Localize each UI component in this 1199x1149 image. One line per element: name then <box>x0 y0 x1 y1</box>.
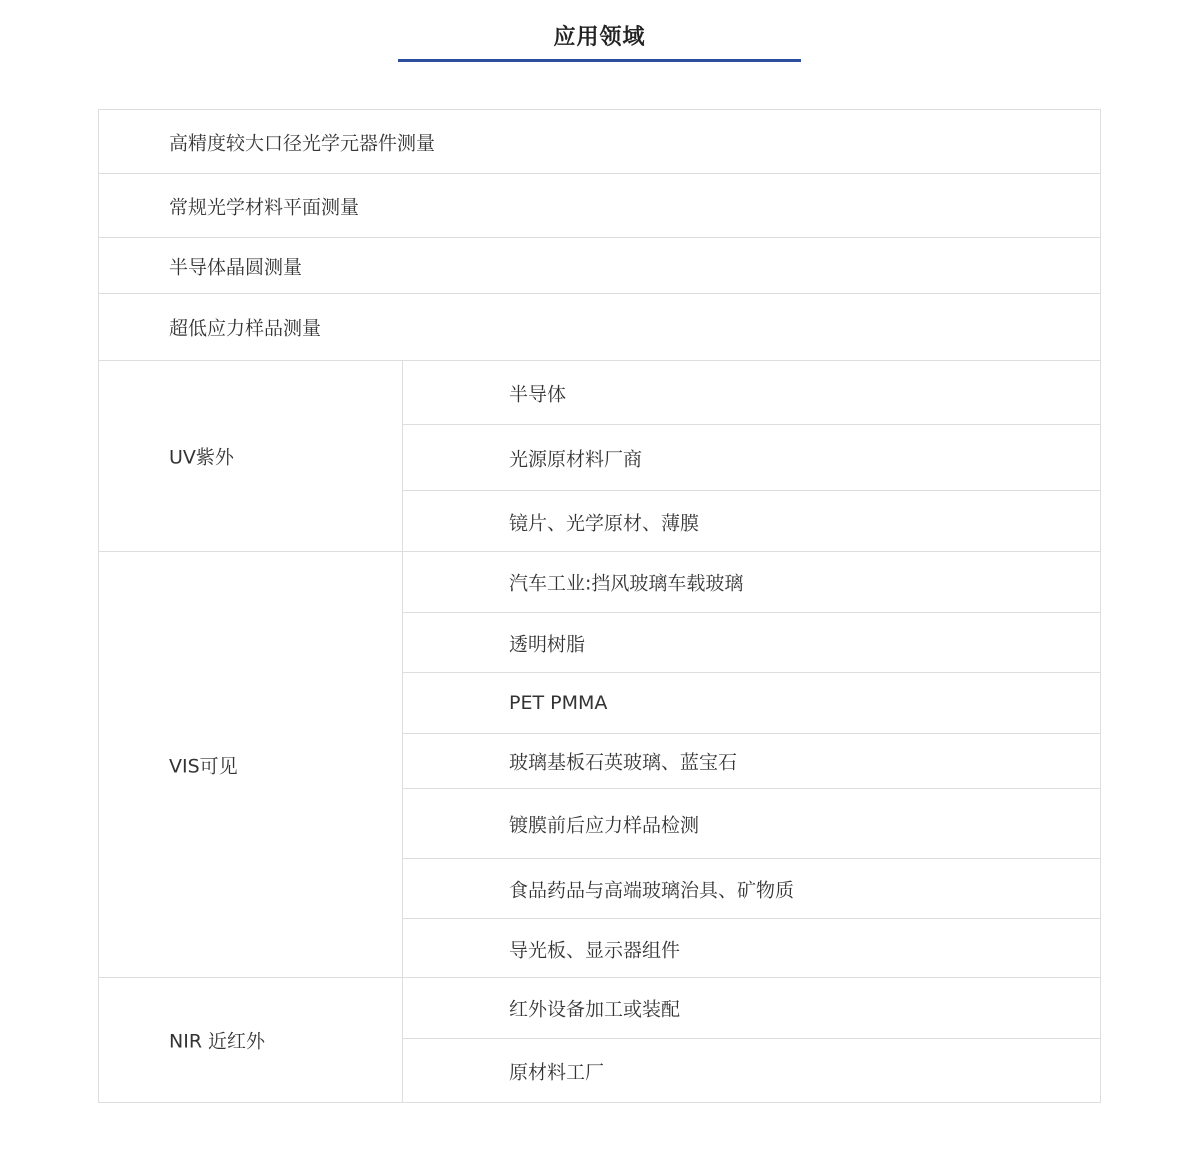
list-item <box>403 859 1100 919</box>
list-item <box>403 491 1100 552</box>
item-label: PET PMMA <box>509 692 608 714</box>
list-item <box>403 1039 1100 1102</box>
list-item <box>403 613 1100 673</box>
list-item <box>403 734 1100 789</box>
row-label: 超低应力样品测量 <box>169 317 322 340</box>
item-label: 玻璃基板石英玻璃、蓝宝石 <box>509 751 738 774</box>
category-label: VIS可见 <box>169 755 238 777</box>
item-label: 导光板、显示器组件 <box>509 939 681 961</box>
table-row <box>99 238 1100 294</box>
table-row <box>99 110 1100 174</box>
item-label: 食品药品与高端玻璃治具、矿物质 <box>509 879 795 901</box>
category-group-vis <box>99 552 1100 978</box>
list-item <box>403 425 1100 491</box>
category-group-uv <box>99 361 1100 552</box>
row-label: 高精度较大口径光学元器件测量 <box>169 132 436 154</box>
table-row <box>99 174 1100 238</box>
item-label: 透明树脂 <box>509 633 586 655</box>
item-label: 光源原材料厂商 <box>509 448 643 470</box>
item-label: 汽车工业:挡风玻璃车载玻璃 <box>509 572 744 595</box>
application-table <box>98 109 1101 1103</box>
category-cell <box>99 978 403 1102</box>
list-item <box>403 361 1100 425</box>
item-label: 镀膜前后应力样品检测 <box>509 814 700 836</box>
item-label: 红外设备加工或装配 <box>509 998 681 1021</box>
category-label: NIR 近红外 <box>169 1030 266 1053</box>
category-cell <box>99 361 403 551</box>
category-cell <box>99 552 403 977</box>
title-underline <box>398 59 801 62</box>
row-label: 半导体晶圆测量 <box>169 256 303 278</box>
page-title: 应用领域 <box>553 25 646 50</box>
item-label: 镜片、光学原材、薄膜 <box>509 512 700 534</box>
list-item <box>403 978 1100 1039</box>
item-label: 原材料工厂 <box>509 1061 605 1083</box>
category-label: UV紫外 <box>169 446 234 469</box>
category-group-nir <box>99 978 1100 1102</box>
row-label: 常规光学材料平面测量 <box>169 196 360 218</box>
item-label: 半导体 <box>509 383 567 405</box>
list-item <box>403 673 1100 734</box>
table-row <box>99 294 1100 361</box>
list-item <box>403 789 1100 859</box>
list-item <box>403 919 1100 978</box>
list-item <box>403 552 1100 613</box>
